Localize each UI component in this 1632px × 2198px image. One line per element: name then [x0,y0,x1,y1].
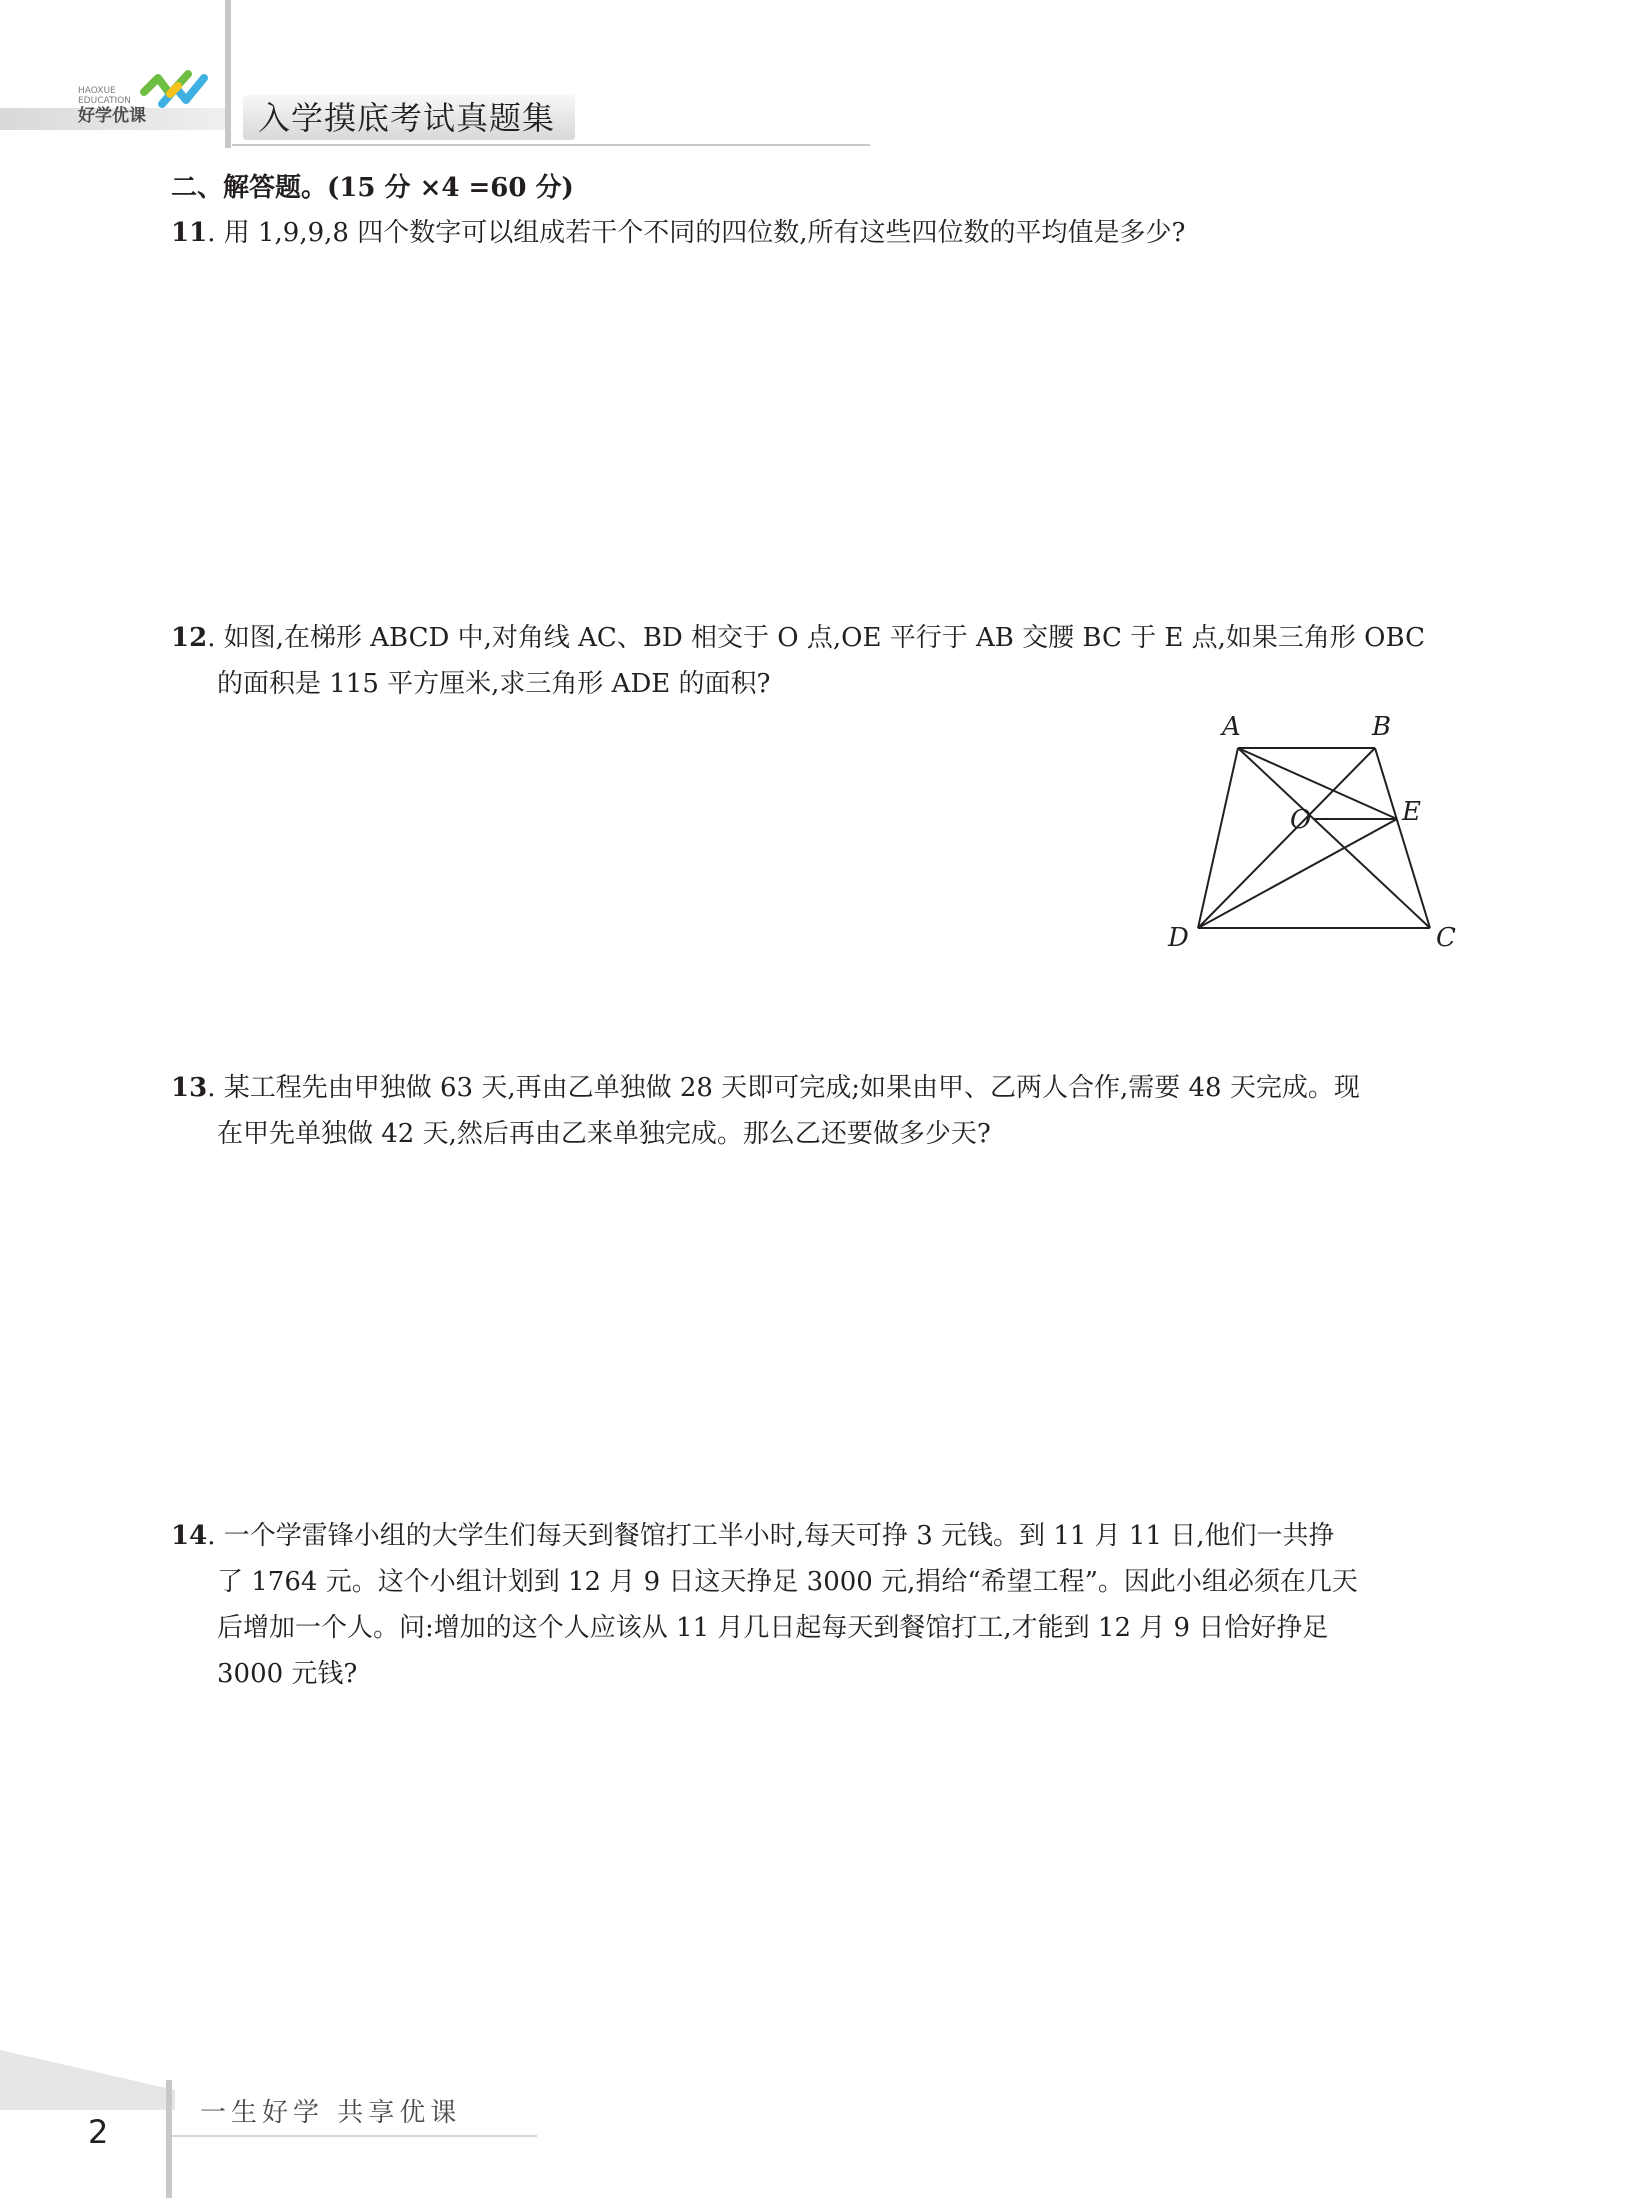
logo-text-en-1: HAOXUE [78,86,116,96]
question-14-line-3: 后增加一个人。问:增加的这个人应该从 11 月几日起每天到餐馆打工,才能到 12 月 9 日恰好挣足 [217,1613,1329,1643]
label-c: C [1436,923,1456,953]
question-number: 12 [171,623,208,653]
logo-icon [140,64,210,114]
trapezoid-figure [1150,700,1480,970]
question-14-line-4: 3000 元钱? [217,1659,358,1689]
question-13-line-1: 13. 某工程先由甲独做 63 天,再由乙单独做 28 天即可完成;如果由甲、乙两人合作,需要 48 天完成。现 [171,1073,1360,1103]
question-12-line-2: 的面积是 115 平方厘米,求三角形 ADE 的面积? [217,669,771,699]
logo-text-en-2: EDUCATION [78,96,131,106]
footer-vertical-bar [166,2080,172,2198]
header-vertical-bar [225,0,231,148]
logo-text-cn: 好学优课 [78,106,146,126]
question-14-line-1: 14. 一个学雷锋小组的大学生们每天到餐馆打工半小时,每天可挣 3 元钱。到 11 月 11 日,他们一共挣 [171,1521,1335,1551]
question-number: 13 [171,1073,208,1103]
question-text: 用 1,9,9,8 四个数字可以组成若干个不同的四位数,所有这些四位数的平均值是多少? [223,218,1186,248]
side-da [1198,748,1238,928]
page-title: 入学摸底考试真题集 [258,99,556,137]
diagonal-ac [1238,748,1430,928]
question-13-line-2: 在甲先单独做 42 天,然后再由乙来单独完成。那么乙还要做多少天? [217,1119,991,1149]
label-b: B [1372,712,1392,742]
question-14-line-2: 了 1764 元。这个小组计划到 12 月 9 日这天挣足 3000 元,捐给“希望工程”。因此小组必须在几天 [217,1567,1358,1597]
label-a: A [1222,712,1241,742]
footer-rule [172,2135,537,2137]
segment-ae [1238,748,1397,819]
question-text: 某工程先由甲独做 63 天,再由乙单独做 28 天即可完成;如果由甲、乙两人合作,需要 48 天完成。现 [223,1073,1360,1103]
diagonal-bd [1198,748,1375,928]
section-heading: 二、解答题。(15 分 ×4 =60 分) [171,173,574,203]
question-text: 如图,在梯形 ABCD 中,对角线 AC、BD 相交于 O 点,OE 平行于 AB 交腰 BC 于 E 点,如果三角形 OBC [223,623,1425,653]
label-o: O [1290,805,1312,835]
question-number: 14 [171,1521,208,1551]
question-number: 11 [171,218,208,248]
question-12-line-1: 12. 如图,在梯形 ABCD 中,对角线 AC、BD 相交于 O 点,OE 平行于 AB 交腰 BC 于 E 点,如果三角形 OBC [171,623,1425,653]
segment-de [1198,819,1397,928]
label-e: E [1402,797,1421,827]
footer-grey-wedge [0,2050,175,2110]
header-rule [232,144,870,146]
question-11-line-1: 11. 用 1,9,9,8 四个数字可以组成若干个不同的四位数,所有这些四位数的平均值是多少? [171,218,1186,248]
label-d: D [1168,923,1189,953]
footer-slogan: 一生好学 共享优课 [200,2098,462,2128]
page-number: 2 [88,2113,109,2151]
question-text: 一个学雷锋小组的大学生们每天到餐馆打工半小时,每天可挣 3 元钱。到 11 月 11 日,他们一共挣 [223,1521,1335,1551]
